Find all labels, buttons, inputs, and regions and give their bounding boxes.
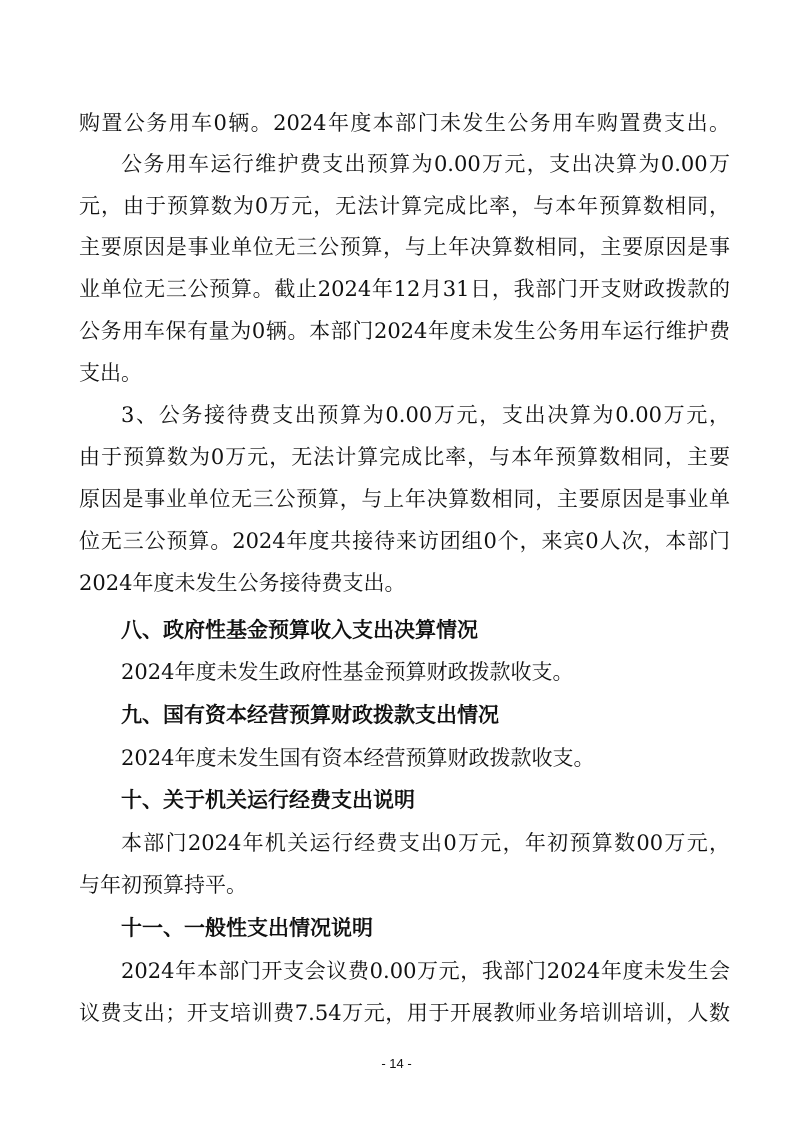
body-line: 公务用车运行维护费支出预算为0.00万元，支出决算为0.00万 <box>121 152 730 176</box>
body-line: 2024年度未发生国有资本经营预算财政拨款收支。 <box>121 746 595 770</box>
body-line: 由于预算数为0万元，无法计算完成比率，与本年预算数相同，主要 <box>79 445 730 469</box>
body-line: 支出。 <box>79 361 142 385</box>
body-line: 主要原因是事业单位无三公预算，与上年决算数相同，主要原因是事 <box>79 235 730 259</box>
body-line: 购置公务用车0辆。2024年度本部门未发生公务用车购置费支出。 <box>79 111 730 135</box>
body-line: 2024年度未发生政府性基金预算财政拨款收支。 <box>121 660 574 684</box>
body-line: 元，由于预算数为0万元，无法计算完成比率，与本年预算数相同， <box>79 194 730 218</box>
page-number: - 14 - <box>381 1056 412 1071</box>
body-line: 公务用车保有量为0辆。本部门2024年度未发生公务用车运行维护费 <box>79 319 730 343</box>
body-line: 业单位无三公预算。截止2024年12月31日，我部门开支财政拨款的 <box>79 277 730 301</box>
body-line: 原因是事业单位无三公预算，与上年决算数相同，主要原因是事业单 <box>79 487 730 511</box>
section-heading: 十一、一般性支出情况说明 <box>121 915 373 940</box>
body-line: 2024年度未发生公务接待费支出。 <box>79 571 406 595</box>
body-line: 本部门2024年机关运行经费支出0万元，年初预算数00万元， <box>121 831 730 855</box>
body-line: 与年初预算持平。 <box>79 873 247 897</box>
body-line: 位无三公预算。2024年度共接待来访团组0个，来宾0人次，本部门 <box>79 529 730 553</box>
section-heading: 八、政府性基金预算收入支出决算情况 <box>121 617 478 642</box>
body-line: 2024年本部门开支会议费0.00万元，我部门2024年度未发生会 <box>121 959 730 983</box>
body-line: 议费支出；开支培训费7.54万元，用于开展教师业务培训培训，人数 <box>79 1001 730 1025</box>
section-heading: 九、国有资本经营预算财政拨款支出情况 <box>121 702 499 727</box>
body-line: 3、公务接待费支出预算为0.00万元，支出决算为0.00万元， <box>121 403 730 427</box>
section-heading: 十、关于机关运行经费支出说明 <box>121 787 415 812</box>
